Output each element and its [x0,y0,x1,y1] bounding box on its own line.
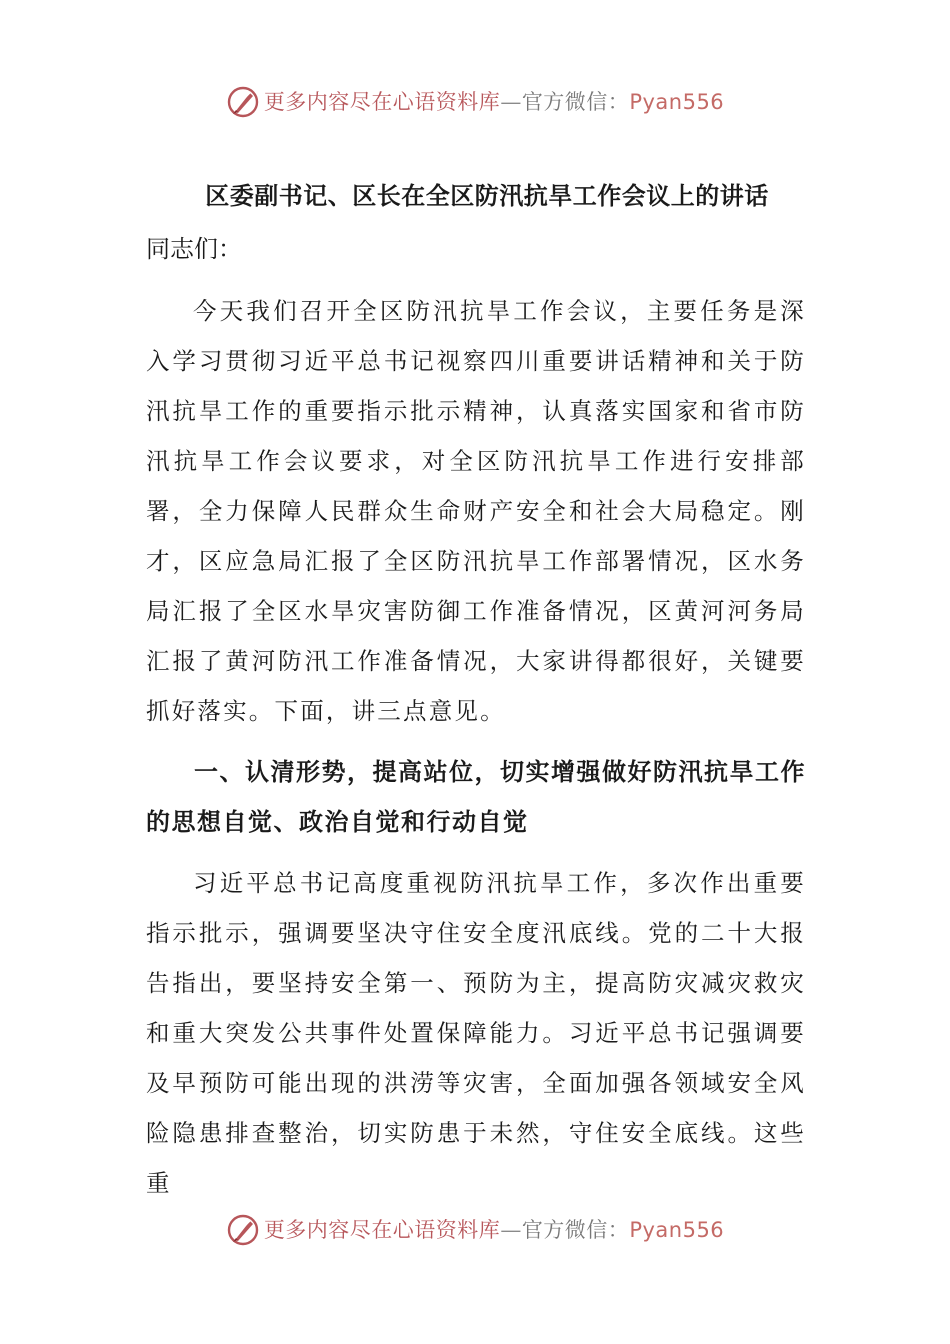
footer-wechat-id: Pyan556 [629,1218,725,1242]
header-library-text: 更多内容尽在心语资料库 [263,90,501,114]
footer-wechat-label: 官方微信： [521,1218,630,1242]
quill-pen-logo-icon [226,1213,260,1247]
header-wechat-label: 官方微信： [521,90,630,114]
header-watermark [0,80,950,124]
document-title: 区委副书记、区长在全区防汛抗旱工作会议上的讲话 [205,181,769,210]
header-watermark-text [264,80,724,124]
header-wechat-id: Pyan556 [629,90,725,114]
section-1-heading: 一、认清形势，提高站位，切实增强做好防汛抗旱工作的思想自觉、政治自觉和行动自觉 [146,757,806,836]
quill-pen-logo-icon [226,85,260,119]
document-body [146,168,806,1208]
intro-paragraph: 今天我们召开全区防汛抗旱工作会议，主要任务是深入学习贯彻习近平总书记视察四川重要讲话精神和关于防汛抗旱工作的重要指示批示精神，认真落实国家和省市防汛抗旱工作会议要求，对全区防汛抗旱工作进行安排部署，全力保障人民群众生命财产安全和社会大局稳定。刚才，区应急局汇报了全区防汛抗旱工作部署情况，区水务局汇报了全区水旱灾害防御工作准备情况，区黄河河务局汇报了黄河防汛工作准备情况，大家讲得都很好，关键要抓好落实。下面，讲三点意见。 [146,297,806,725]
footer-library-text: 更多内容尽在心语资料库 [263,1218,501,1242]
salutation: 同志们： [146,235,242,263]
section-1-paragraph: 习近平总书记高度重视防汛抗旱工作，多次作出重要指示批示，强调要坚决守住安全度汛底线。党的二十大报告指出，要坚持安全第一、预防为主，提高防灾减灾救灾和重大突发公共事件处置保障能力。习近平总书记强调要及早预防可能出现的洪涝等灾害，全面加强各领域安全风险隐患排查整治，切实防患于未然，守住安全底线。这些重 [146,869,806,1197]
footer-separator: — [500,1218,522,1242]
footer-watermark [0,1208,950,1252]
header-separator: — [500,90,522,114]
footer-watermark-text [264,1208,724,1252]
